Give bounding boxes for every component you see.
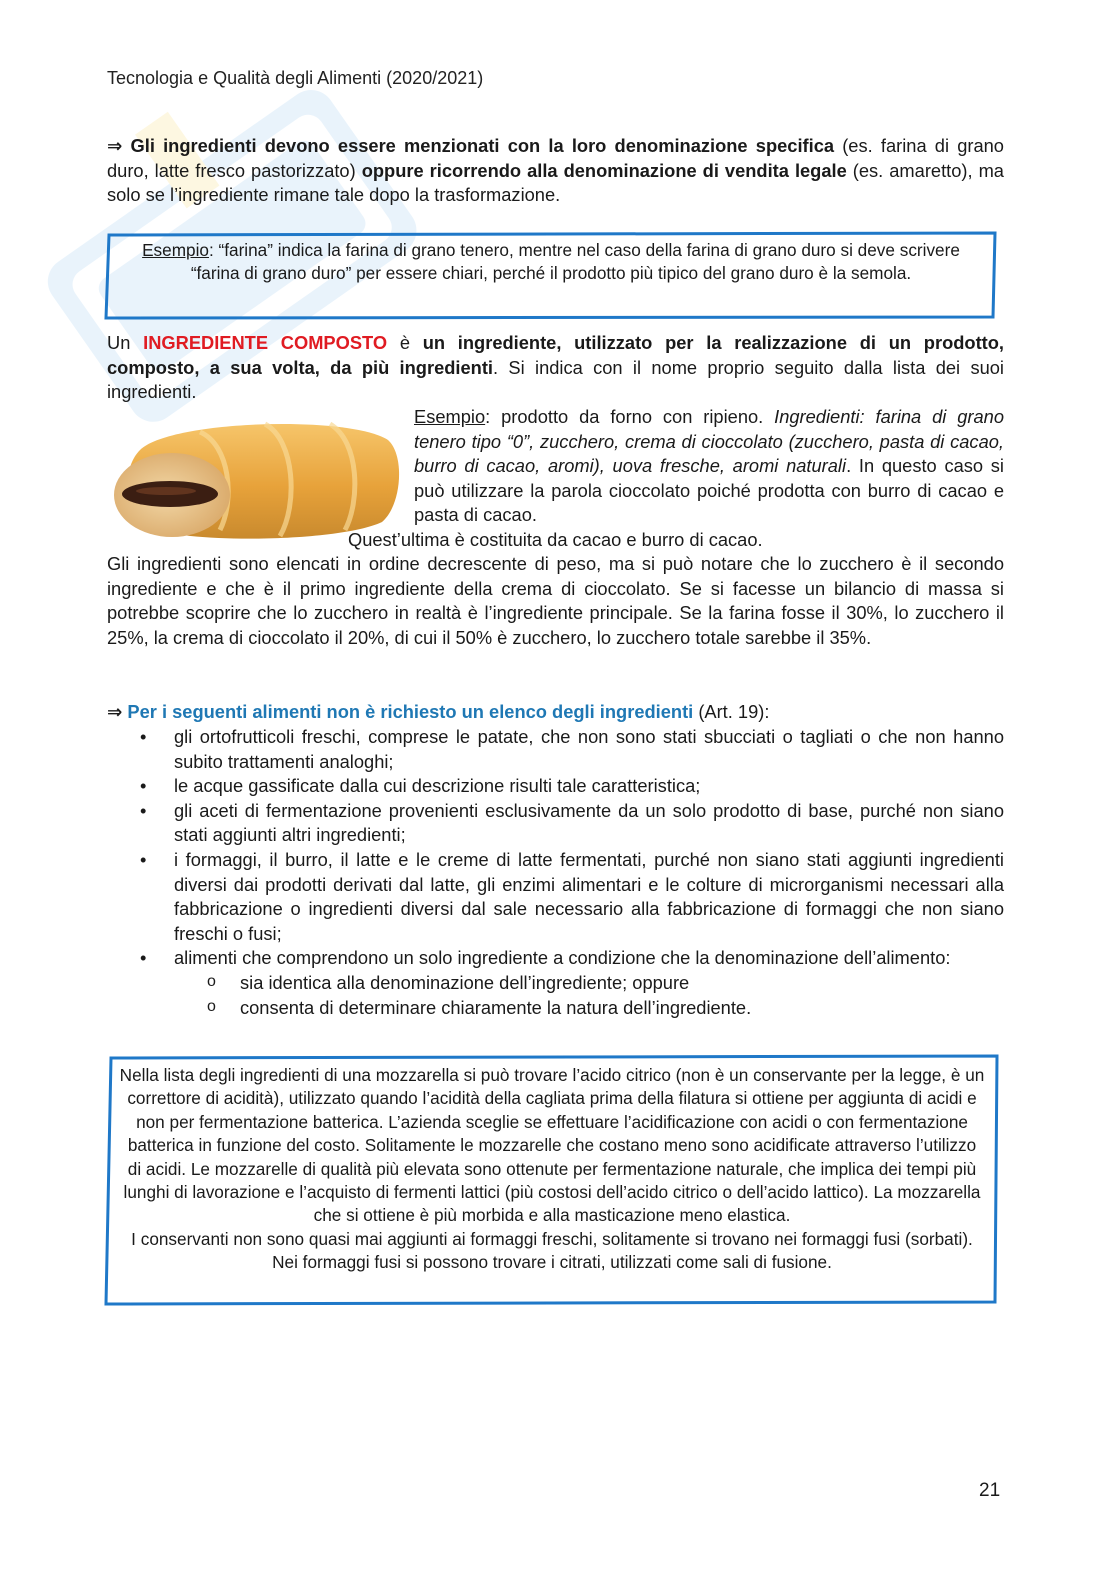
page-header: Tecnologia e Qualità degli Alimenti (2020/2021) — [107, 68, 484, 88]
list-item: • le acque gassificate dalla cui descrizione risulti tale caratteristica; — [107, 774, 1004, 799]
sub-list-item: o consenta di determinare chiaramente la natura dell’ingrediente. — [107, 996, 1004, 1021]
list-item: • gli aceti di fermentazione provenienti esclusivamente da un solo prodotto di base, purché non siano stati aggiunti altri ingredienti; — [107, 799, 1004, 848]
box-text: Esempio: “farina” indica la farina di grano tenero, mentre nel caso della farina di grano duro si deve scrivere “farina di grano duro” per essere chiari, perché il prodotto più tipico del grano duro è la semola. — [142, 240, 960, 284]
example-box-farina — [103, 229, 999, 322]
paragraph-denominazione: ⇒ Gli ingredienti devono essere menzionati con la loro denominazione specifica (es. farina di grano duro, latte fresco pastorizzato) oppure ricorrendo alla denominazione di vendita legale (es. amaretto), ma solo se l’ingrediente rimane tale dopo la trasformazione. — [107, 135, 1004, 206]
arrow-icon: ⇒ — [107, 701, 123, 722]
exemption-list — [107, 725, 1004, 1020]
heading-elenco-non-richiesto: ⇒ Per i seguenti alimenti non è richiesto un elenco degli ingredienti (Art. 19): — [107, 701, 770, 722]
sub-list — [174, 971, 1004, 1020]
example-snack-text: Esempio: prodotto da forno con ripieno. Ingredienti: farina di grano tenero tipo “0”, zucchero, crema di cioccolato (zucchero, pasta di cacao, burro di cacao, aromi), uova fresche, aromi naturali. In questo caso si può utilizzare la parola cioccolato poiché prodotta con burro di cacao e pasta di cacao. — [414, 406, 1005, 526]
term-ingrediente-composto: INGREDIENTE COMPOSTO — [143, 332, 388, 353]
note-box-mozzarella — [103, 1052, 1001, 1308]
sub-list-item: o sia identica alla denominazione dell’ingrediente; oppure — [107, 971, 1004, 996]
arrow-icon: ⇒ — [107, 135, 123, 156]
snack-image — [110, 410, 405, 545]
example-snack-last-line: Quest’ultima è costituita da cacao e burro di cacao. — [348, 529, 763, 550]
box-text: Nella lista degli ingredienti di una mozzarella si può trovare l’acido citrico (non è un conservante per la legge, è un correttore di acidità), utilizzato quando l’acidità della cagliata prima della filatura si ottiene per aggiunta di acidi e non per fermentazione batterica. L’azienda sceglie se effettuare l’acidificazione con acidi o con fermentazione batterica in funzione del costo. Solitamente le mozzarelle che costano meno sono acidificate attraverso l’utilizzo di acidi. Le mozzarelle di qualità più elevata sono ottenute per fermentazione naturale, che implica dei tempi più lunghi di lavorazione e l’acquisto di fermenti lattici (più costosi dell’acido citrico o dell’acido lattico). La mozzarella che si ottiene è più morbida e alla masticazione meno elastica. I conservanti non sono quasi mai aggiunti ai formaggi freschi, solitamente si trovano nei formaggi fusi (sorbati). Nei formaggi fusi si possono trovare i citrati, utilizzati come sali di fusione. — [119, 1065, 985, 1273]
list-item: • alimenti che comprendono un solo ingrediente a condizione che la denominazione dell’alimento: o sia identica alla denominazione dell’ingrediente; oppure o consenta di determinare chiaramente la natura dell’ingrediente. — [107, 946, 1004, 1020]
list-item: • i formaggi, il burro, il latte e le creme di latte fermentati, purché non siano stati aggiunti ingredienti diversi dai prodotti derivati dal latte, gli enzimi alimentari e le colture di microrganismi necessari alla fabbricazione o ingredienti diversi dal sale necessario alla fabbricazione di formaggi che non siano freschi o fusi; — [107, 848, 1004, 946]
paragraph-ingrediente-composto: Un INGREDIENTE COMPOSTO è un ingrediente, utilizzato per la realizzazione di un prodotto, composto, a sua volta, da più ingredienti. Si indica con il nome proprio seguito dalla lista dei suoi ingredienti. — [107, 332, 1004, 403]
list-item: • gli ortofrutticoli freschi, comprese le patate, che non sono stati sbucciati o tagliati o che non hanno subito trattamenti analoghi; — [107, 725, 1004, 774]
page-number: 21 — [979, 1480, 1001, 1501]
paragraph-ordine-peso: Gli ingredienti sono elencati in ordine decrescente di peso, ma si può notare che lo zucchero è il secondo ingrediente e che è il primo ingrediente della crema di cioccolato. Se si facesse un bilancio di massa si potrebbe scoprire che lo zucchero in realtà è l’ingrediente principale. Se la farina fosse il 30%, lo zucchero il 25%, la crema di cioccolato il 20%, di cui il 50% è zucchero, lo zucchero totale sarebbe il 35%. — [107, 553, 1004, 648]
